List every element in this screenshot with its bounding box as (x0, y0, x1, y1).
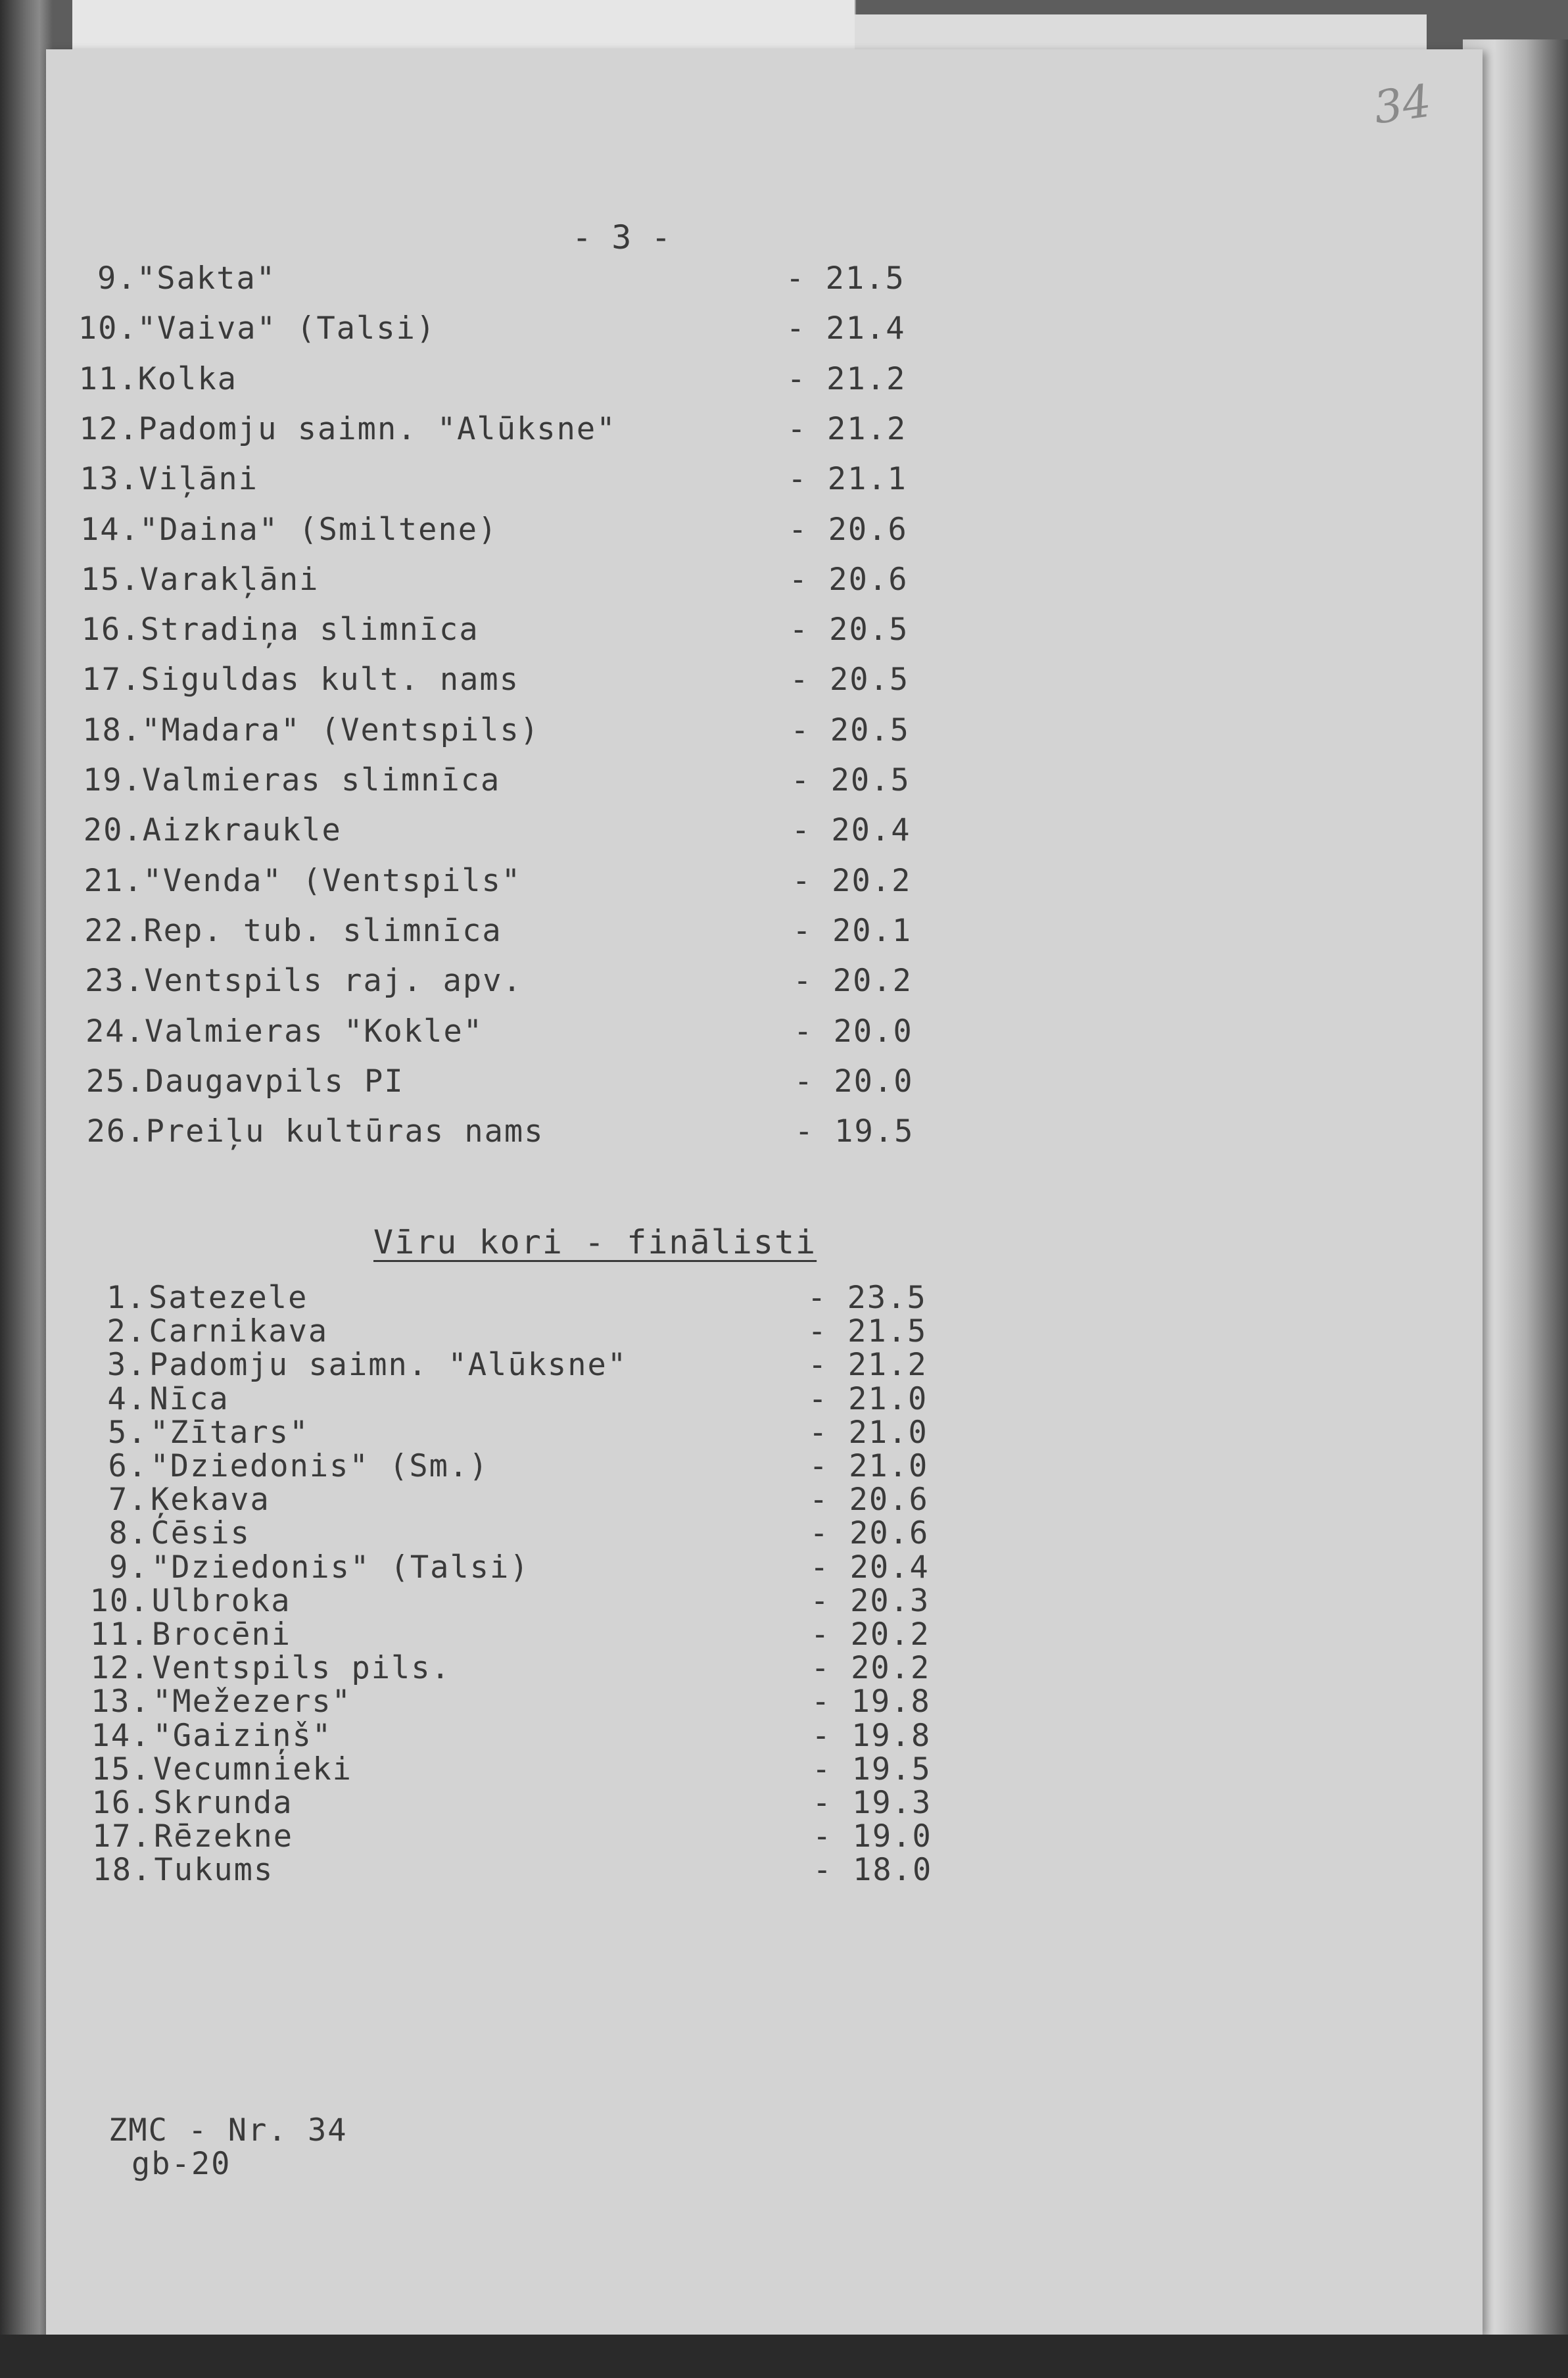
item-name: Vecumnieki (153, 1751, 352, 1787)
item-name: Rep. tub. slimnīca (143, 912, 502, 949)
item-number: 16. (91, 1785, 152, 1821)
item-score: - 18.0 (813, 1852, 933, 1889)
item-score: - 20.2 (792, 862, 912, 899)
item-score: - 21.0 (809, 1414, 928, 1451)
item-number: 11. (78, 360, 139, 397)
item-number: 26. (86, 1113, 147, 1150)
item-number: 19. (83, 762, 143, 798)
item-score: - 21.5 (807, 1313, 928, 1350)
item-number: 18. (82, 712, 143, 748)
footer-reference-line: ZMC - Nr. 34 (108, 2112, 348, 2148)
item-name: "Dziedonis" (Talsi) (151, 1549, 530, 1586)
item-name: Kolka (137, 360, 238, 397)
scanner-bottom-edge (0, 2335, 1568, 2378)
item-score: - 20.2 (793, 963, 913, 1000)
item-score: - 20.0 (794, 1013, 913, 1050)
item-name: Skrunda (153, 1785, 293, 1821)
item-score: - 20.5 (789, 612, 909, 648)
item-number: 7. (108, 1482, 149, 1518)
item-name: Valmieras "Kokle" (145, 1013, 484, 1050)
item-score: - 21.1 (788, 461, 907, 498)
item-name: Preiļu kultūras nams (145, 1113, 544, 1150)
item-score: - 21.0 (809, 1448, 929, 1484)
item-score: - 19.8 (811, 1717, 932, 1754)
item-name: Viļāni (139, 461, 258, 498)
item-name: Brocēni (152, 1616, 292, 1653)
item-name: Ventspils pils. (152, 1650, 451, 1687)
item-number: 4. (107, 1380, 148, 1417)
item-number: 14. (91, 1717, 151, 1754)
item-name: "Venda" (Ventspils" (143, 862, 522, 899)
item-number: 25. (85, 1063, 146, 1100)
item-score: - 20.5 (790, 712, 910, 748)
item-number: 13. (80, 461, 140, 498)
item-number: 17. (82, 662, 142, 698)
item-number: 3. (107, 1347, 147, 1384)
item-name: Rēzekne (154, 1818, 294, 1855)
item-number: 18. (92, 1852, 153, 1889)
item-number: 2. (107, 1313, 147, 1350)
item-score: - 20.0 (794, 1063, 914, 1100)
item-name: "Daina" (Smiltene) (139, 511, 498, 548)
item-name: Tukums (154, 1852, 274, 1889)
item-score: - 20.1 (792, 912, 913, 949)
item-score: - 20.2 (811, 1650, 931, 1687)
item-score: - 20.2 (811, 1616, 930, 1653)
item-score: - 19.8 (811, 1684, 931, 1720)
item-name: Aizkraukle (142, 812, 342, 849)
item-number: 15. (80, 561, 141, 598)
item-score: - 19.3 (812, 1785, 932, 1821)
item-number: 14. (80, 511, 140, 548)
item-name: "Zītars" (150, 1414, 310, 1451)
item-score: - 20.6 (809, 1482, 929, 1518)
item-name: Ķekava (151, 1482, 270, 1518)
item-number: 13. (91, 1684, 151, 1720)
item-name: Stradiņa slimnīca (140, 612, 479, 648)
item-name: "Dziedonis" (Sm.) (150, 1448, 489, 1484)
item-name: Daugavpils PI (145, 1063, 404, 1100)
item-name: Cēsis (151, 1515, 250, 1552)
item-number: 15. (91, 1751, 151, 1787)
footer-code-line: gb-20 (131, 2145, 231, 2182)
item-number: 24. (85, 1013, 145, 1050)
item-number: 20. (83, 812, 143, 849)
item-name: Varakļāni (139, 561, 320, 598)
item-name: Padomju saimn. "Alūksne" (138, 410, 617, 447)
item-number: 10. (78, 310, 138, 347)
item-score: - 20.6 (788, 561, 909, 598)
item-name: "Vaiva" (Talsi) (137, 310, 437, 347)
item-score: - 20.6 (788, 511, 908, 548)
item-number: 22. (84, 912, 145, 949)
item-number: 21. (83, 862, 144, 899)
section-heading-male-choirs-finalists: Vīru kori - finālisti (373, 1223, 817, 1261)
item-name: "Sakta" (137, 260, 277, 297)
item-name: Siguldas kult. nams (141, 662, 520, 698)
item-number: 9. (109, 1549, 149, 1586)
item-score: - 20.3 (810, 1582, 930, 1619)
item-number: 23. (85, 963, 145, 1000)
item-name: Ventspils raj. apv. (144, 963, 523, 1000)
item-number: 12. (79, 410, 139, 447)
item-score: - 19.5 (812, 1751, 932, 1787)
item-score: - 20.5 (791, 762, 911, 798)
item-name: "Gaiziņš" (153, 1717, 333, 1754)
item-score: - 21.2 (808, 1347, 928, 1384)
item-name: Satezele (149, 1280, 308, 1316)
item-number: 5. (108, 1414, 148, 1451)
item-name: Valmieras slimnīca (142, 762, 501, 798)
footer-reference (108, 2114, 348, 2181)
item-number: 17. (92, 1818, 152, 1855)
item-number: 9. (97, 260, 137, 297)
item-score: - 21.2 (787, 410, 907, 447)
item-number: 10. (89, 1582, 150, 1619)
page-number: - 3 - (572, 218, 671, 256)
item-score: - 20.5 (790, 662, 910, 698)
item-name: Carnikava (149, 1313, 329, 1350)
item-score: - 19.0 (813, 1818, 932, 1855)
item-score: - 21.5 (786, 260, 905, 297)
item-score: - 23.5 (807, 1280, 927, 1316)
item-score: - 21.0 (808, 1380, 928, 1417)
item-number: 1. (107, 1280, 147, 1316)
handwritten-page-number: 34 (1370, 75, 1435, 135)
item-name: Padomju saimn. "Alūksne" (149, 1347, 628, 1384)
item-name: "Mežezers" (153, 1684, 352, 1720)
item-number: 6. (108, 1448, 149, 1484)
item-name: Ulbroka (151, 1582, 291, 1619)
item-score: - 21.2 (786, 360, 907, 397)
item-number: 16. (81, 612, 141, 648)
item-number: 11. (90, 1616, 150, 1653)
item-name: Nīca (149, 1380, 229, 1417)
item-score: - 20.4 (791, 812, 911, 849)
item-name: "Madara" (Ventspils) (141, 712, 540, 748)
item-score: - 19.5 (794, 1113, 915, 1150)
item-score: - 21.4 (786, 310, 906, 347)
item-score: - 20.6 (809, 1515, 930, 1552)
item-number: 8. (108, 1515, 149, 1552)
item-score: - 20.4 (810, 1549, 930, 1586)
item-number: 12. (90, 1650, 151, 1687)
